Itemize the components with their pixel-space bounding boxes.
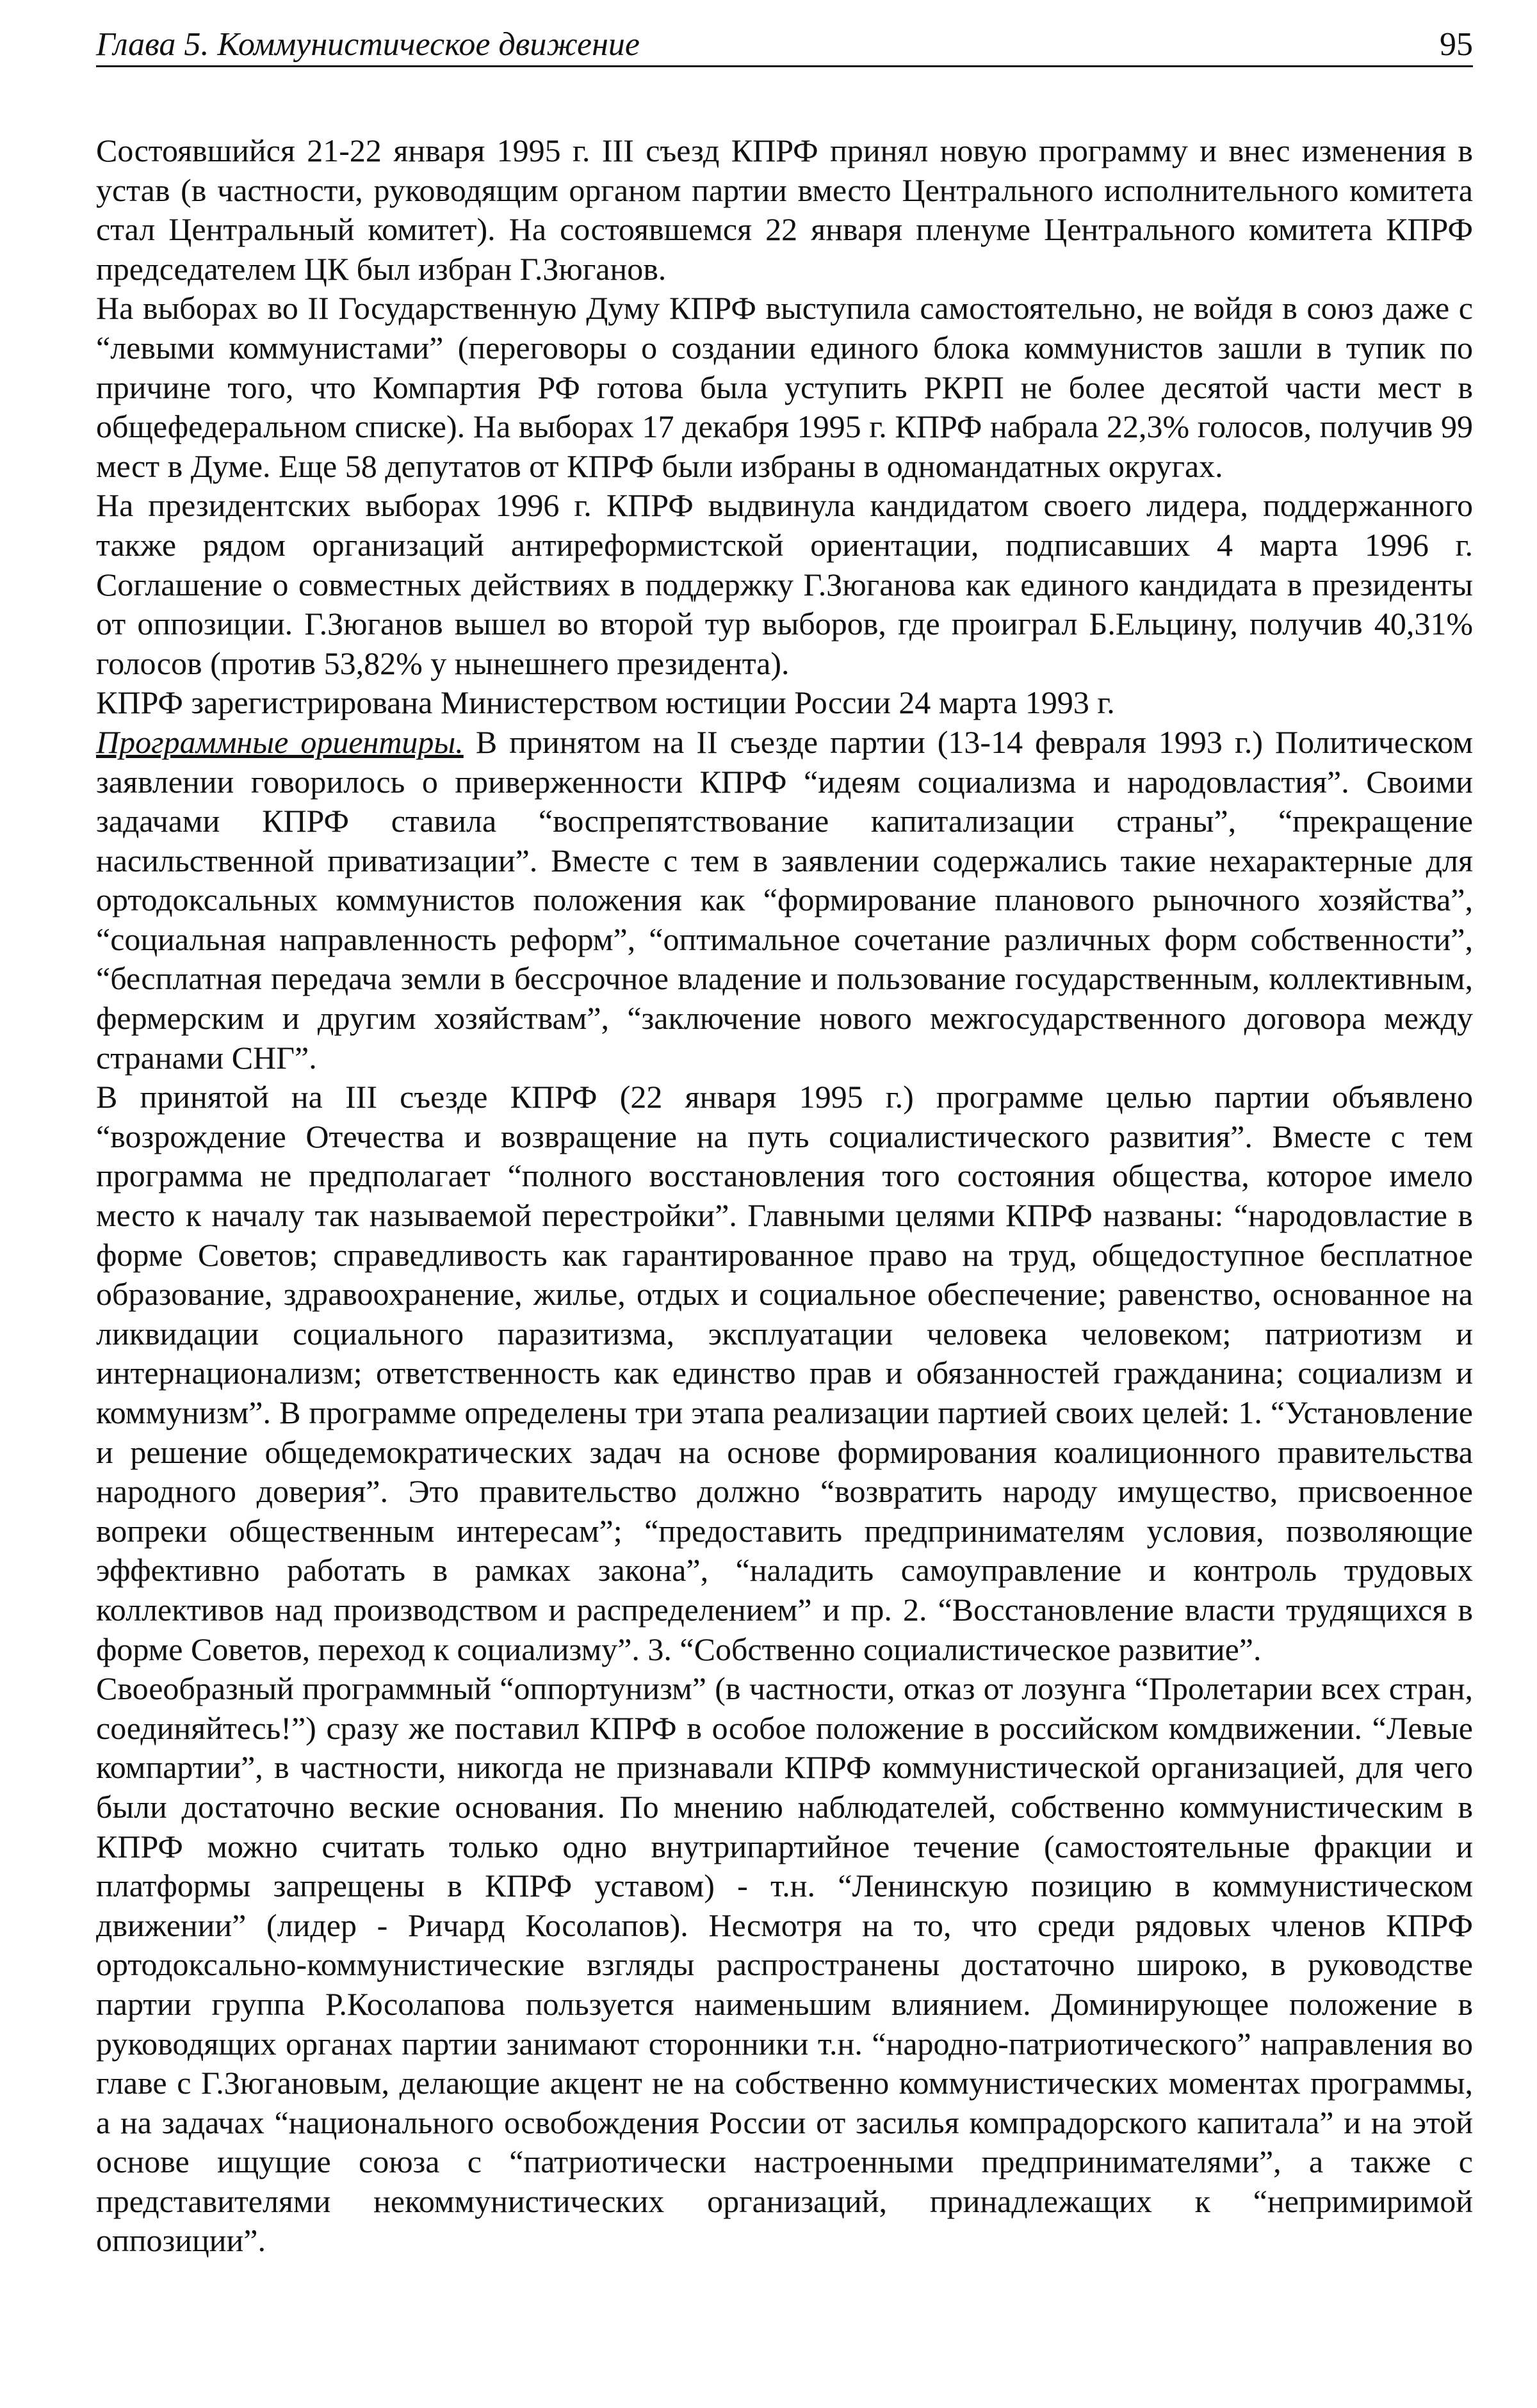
chapter-title: Глава 5. Коммунистическое движение (96, 26, 640, 63)
page-number: 95 (1440, 26, 1473, 63)
paragraph-presidential-elections: На президентских выборах 1996 г. КПРФ выдвинула кандидатом своего лидера, поддержанного также рядом организаций антиреформистской ориентации, подписавших 4 марта 1996 г. Соглашение о совместных действиях в поддержку Г.Зюганова как единого кандидата в президенты от оппозиции. Г.Зюганов вышел во второй тур выборов, где проиграл Б.Ельцину, получив 40,31% голосов (против 53,82% у нынешнего президента). (96, 487, 1473, 681)
paragraph-program-text: В принятом на II съезде партии (13-14 февраля 1993 г.) Политическом заявлении говорилось о приверженности КПРФ “идеям социализма и народовластия”. Своими задачами КПРФ ставила “воспрепятствование капитализации страны”, “прекращение насильственной приватизации”. Вместе с тем в заявлении содержались такие нехарактерные для ортодоксальных коммунистов положения как “формирование планового рыночного хозяйства”, “социальная направленность реформ”, “оптимальное сочетание различных форм собственности”, “бесплатная передача земли в бессрочное владение и пользование государственным, коллективным, фермерским и другим хозяйствам”, “заключение нового межгосударственного договора между странами СНГ”. (96, 723, 1473, 1076)
paragraph-registration: КПРФ зарегистрирована Министерством юстиции России 24 марта 1993 г. (96, 684, 1115, 721)
running-header (96, 26, 1473, 67)
body-text (96, 131, 1473, 2261)
paragraph-congress: Состоявшийся 21-22 января 1995 г. III съезд КПРФ принял новую программу и внес изменения в устав (в частности, руководящим органом партии вместо Центрального исполнительного комитета стал Центральный комитет). На состоявшемся 22 января пленуме Центрального комитета КПРФ председателем ЦК был избран Г.Зюганов. (96, 133, 1473, 287)
paragraph-program-orientations (96, 723, 1473, 1078)
paragraph-program-1995: В принятой на III съезде КПРФ (22 января 1995 г.) программе целью партии объявлено “возрождение Отечества и возвращение на путь социалистического развития”. Вместе с тем программа не предполагает “полного восстановления того состояния общества, которое имело место к началу так называемой перестройки”. Главными целями КПРФ названы: “народовластие в форме Советов; справедливость как гарантированное право на труд, общедоступное бесплатное образование, здравоохранение, жилье, отдых и социальное обеспечение; равенство, основанное на ликвидации социального паразитизма, эксплуатации человека человеком; патриотизм и интернационализм; ответственность как единство прав и обязанностей гражданина; социализм и коммунизм”. В программе определены три этапа реализации партией своих целей: 1. “Установление и решение общедемократических задач на основе формирования коалиционного правительства народного доверия”. Это правительство должно “возвратить народу имущество, присвоенное вопреки общественным интересам”; “предоставить предпринимателям условия, позволяющие эффективно работать в рамках закона”, “наладить самоуправление и контроль трудовых коллективов над производством и распределением” и пр. 2. “Восстановление власти трудящихся в форме Советов, переход к социализму”. 3. “Собственно социалистическое развитие”. (96, 1079, 1473, 1667)
paragraph-opportunism: Своеобразный программный “оппортунизм” (в частности, отказ от лозунга “Пролетарии всех стран, соединяйтесь!”) сразу же поставил КПРФ в особое положение в российском комдвижении. “Левые компартии”, в частности, никогда не признавали КПРФ коммунистической организацией, для чего были достаточно веские основания. По мнению наблюдателей, собственно коммунистическим в КПРФ можно считать только одно внутрипартийное течение (самостоятельные фракции и платформы запрещены в КПРФ уставом) - т.н. “Ленинскую позицию в коммунистическом движении” (лидер - Ричард Косолапов). Несмотря на то, что среди рядовых членов КПРФ ортодоксально-коммунистические взгляды распространены достаточно широко, в руководстве партии группа Р.Косолапова пользуется наименьшим влиянием. Доминирующее положение в руководящих органах партии занимают сторонники т.н. “народно-патриотического” направления во главе с Г.Зюгановым, делающие акцент не на собственно коммунистических моментах программы, а на задачах “национального освобождения России от засилья компрадорского капитала” и на этой основе ищущие союза с “патриотически настроенными предпринимателями”, а также с представителями некоммунистических организаций, принадлежащих к “непримиримой оппозиции”. (96, 1670, 1473, 2259)
section-label: Программные ориентиры. (96, 723, 464, 760)
paragraph-duma-elections: На выборах во II Государственную Думу КПРФ выступила самостоятельно, не войдя в союз даже с “левыми коммунистами” (переговоры о создании единого блока коммунистов зашли в тупик по причине того, что Компартия РФ готова была уступить РКРП не более десятой части мест в общефедеральном списке). На выборах 17 декабря 1995 г. КПРФ набрала 22,3% голосов, получив 99 мест в Думе. Еще 58 депутатов от КПРФ были избраны в одномандатных округах. (96, 290, 1473, 484)
